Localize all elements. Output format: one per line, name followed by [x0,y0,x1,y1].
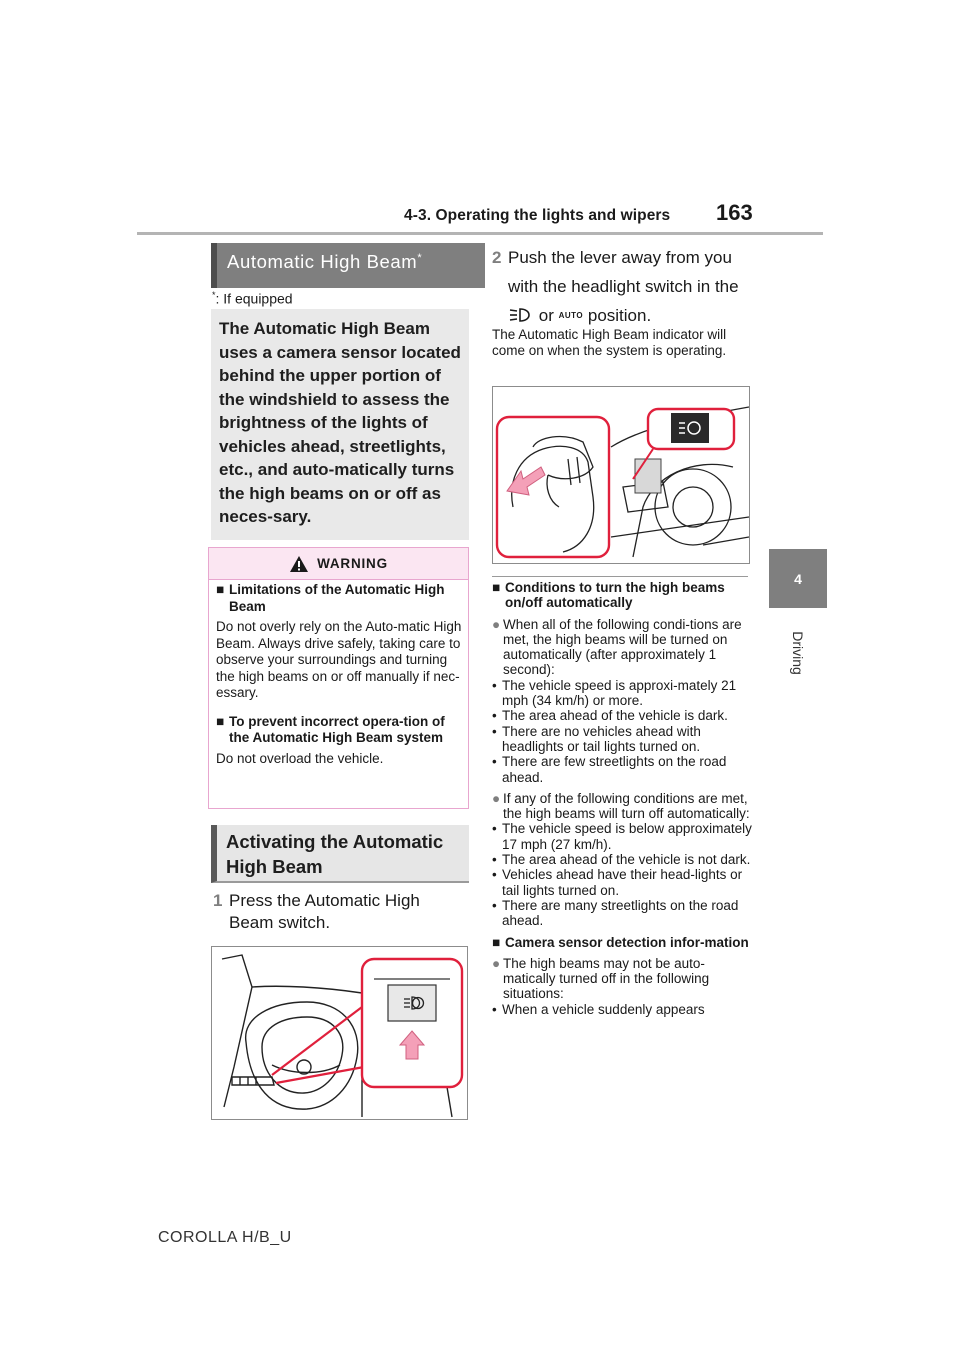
list-item [492,898,757,929]
lever-illustration [493,387,749,563]
bullet-turn-off [492,791,757,822]
step-2 [492,243,762,330]
warning-subheading-1 [216,582,462,615]
list-item-text: There are no vehicles ahead with headlights or tail lights turned on. [502,723,701,754]
warning-body [216,582,462,767]
indicator-note: The Automatic High Beam indicator will come on when the system is operating. [492,327,727,358]
step-text-or: or [538,306,554,325]
header-rule [137,232,823,235]
circle-bullet-icon: ● [492,955,501,971]
warning-subheading-text: To prevent incorrect opera-tion of the Automatic High Beam system [229,713,445,745]
divider [492,576,748,577]
warning-subheading-text: Limitations of the Automatic High Beam [229,582,445,614]
warning-triangle-icon [289,555,309,573]
figure-lever-push [492,386,750,564]
section-heading-automatic-high-beam [211,243,485,288]
square-bullet-icon: ■ [492,580,501,595]
chapter-tab: 4 [769,549,827,608]
square-bullet-icon: ■ [216,582,225,597]
list-item-text: When a vehicle suddenly appears [502,1001,705,1017]
bullet-text: When all of the following condi-tions are met, the high beams will be turned on automatically (after approximately 1 second): [503,616,742,678]
square-bullet-icon: ■ [216,713,225,729]
footer-model: COROLLA H/B_U [158,1229,292,1246]
bullet-turn-on [492,617,757,678]
camera-heading [492,935,757,950]
step-text-b: position. [587,306,652,325]
section-heading-mark: * [417,251,423,264]
list-item [492,867,757,898]
chapter-tab-label: Driving [790,631,806,675]
list-item-text: The area ahead of the vehicle is dark. [502,708,728,724]
step-text-a: Push the lever away from you with the headlight switch in the [508,248,739,296]
list-item-text: There are few streetlights on the road ahead. [502,754,727,785]
list-marker: • [492,852,497,868]
list-item-text: There are many streetlights on the road ahead. [502,897,739,929]
figure-high-beam-switch [211,946,468,1120]
list-marker: • [492,723,497,739]
list-marker: • [492,821,497,837]
warning-box [208,547,469,809]
camera-heading-text: Camera sensor detection infor-mation [505,934,749,950]
step-1 [213,890,463,934]
step-number: 1 [213,891,223,910]
footnote [212,290,293,307]
list-item [492,1002,757,1017]
list-item [492,821,757,852]
list-item [492,678,757,709]
list-item-text: The vehicle speed is below approximately 17 mph (27 km/h). [502,821,752,852]
warning-paragraph-1: Do not overly rely on the Auto-matic High Beam. Always drive safely, taking care to observe your surroundings and turning the high beams on or off manually if nec-essary. [216,619,462,700]
header-section-title: 4-3. Operating the lights and wipers [404,207,671,224]
auto-position-icon: AUTO [558,311,584,320]
list-item-text: The area ahead of the vehicle is not dark. [502,852,751,868]
warning-subheading-2 [216,714,462,747]
step-text: Press the Automatic High Beam switch. [229,891,420,932]
square-bullet-icon: ■ [492,934,501,950]
intro-box: The Automatic High Beam uses a camera sensor located behind the upper portion of the windshield to assess the brightness of the lights of vehicles ahead, streetlights, etc., and auto-matically turns the high beams on or off as neces-sary. [211,309,469,540]
warning-paragraph-2: Do not overload the vehicle. [216,750,384,766]
footnote-mark: * [212,290,216,300]
list-marker: • [492,897,497,913]
list-item-text: The vehicle speed is approxi-mately 21 mph (34 km/h) or more. [502,677,737,709]
conditions-heading [492,580,757,611]
list-item [492,754,757,785]
step-number: 2 [492,248,502,267]
conditions-heading-text: Conditions to turn the high beams on/off automatically [505,580,725,611]
list-item [492,708,757,723]
dashboard-switch-illustration [212,947,467,1119]
warning-header [209,548,468,580]
conditions-section [492,580,757,1017]
warning-title: WARNING [317,556,388,571]
bullet-text: If any of the following conditions are met, the high beams will turn off automatically: [503,790,750,822]
headlight-low-beam-icon [508,307,534,323]
list-item [492,852,757,867]
circle-bullet-icon: ● [492,616,501,632]
list-item-text: Vehicles ahead have their head-lights or tail lights turned on. [502,867,743,898]
footnote-text: : If equipped [215,290,293,307]
list-item [492,724,757,755]
list-marker: • [492,708,497,724]
section-heading-activating: Activating the Automatic High Beam [211,825,469,883]
bullet-not-turned-off [492,956,757,1002]
step-text [508,243,762,330]
list-marker: • [492,867,497,883]
circle-bullet-icon: ● [492,790,501,806]
list-marker: • [492,1001,497,1017]
list-marker: • [492,754,497,770]
bullet-text: The high beams may not be auto-matically turned off in the following situations: [503,955,710,1002]
list-marker: • [492,677,497,693]
page-number: 163 [716,200,753,225]
section-heading-text: Automatic High Beam [227,251,418,272]
